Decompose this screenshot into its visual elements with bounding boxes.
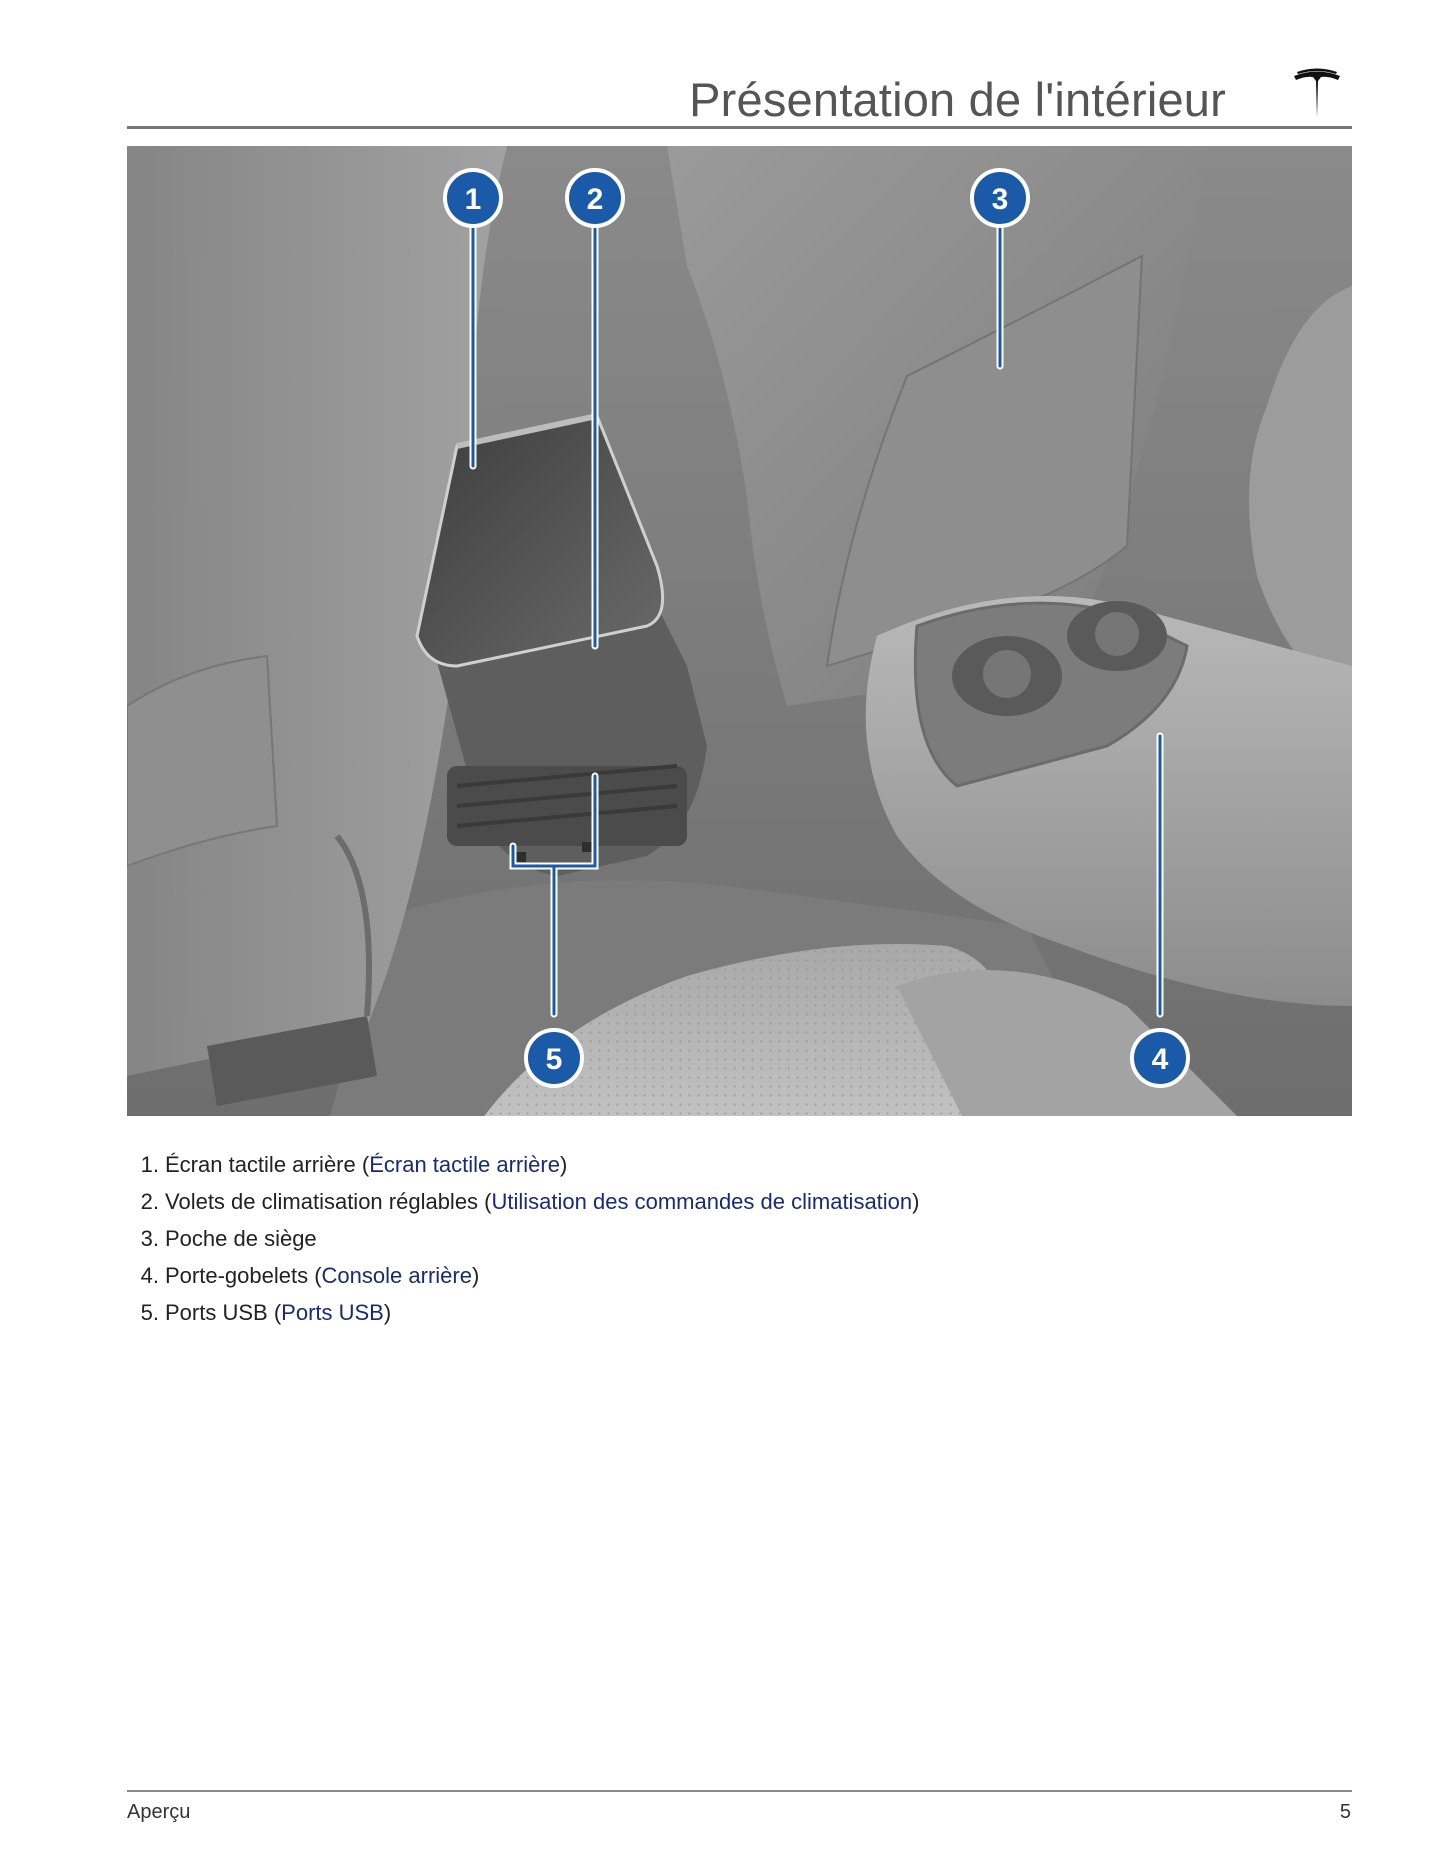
legend-link[interactable]: Console arrière xyxy=(321,1263,472,1288)
legend-link[interactable]: Ports USB xyxy=(281,1300,384,1325)
callout-1 xyxy=(445,170,501,226)
legend-list xyxy=(127,1146,919,1331)
legend-item: 5. Ports USB (Ports USB) xyxy=(127,1294,919,1331)
legend-label: Ports USB xyxy=(165,1300,268,1325)
callout-2-label: 2 xyxy=(586,183,604,216)
callout-1-label: 1 xyxy=(464,183,482,216)
tesla-logo-icon xyxy=(1290,68,1344,120)
legend-number: 1. xyxy=(140,1152,159,1177)
legend-number: 3. xyxy=(140,1226,159,1251)
interior-figure xyxy=(127,146,1352,1116)
legend-label: Écran tactile arrière xyxy=(165,1152,356,1177)
legend-number: 4. xyxy=(140,1263,159,1288)
legend-item: 1. Écran tactile arrière (Écran tactile arrière) xyxy=(127,1146,919,1183)
callout-4 xyxy=(1132,1030,1188,1086)
legend-item xyxy=(127,1220,919,1257)
callout-3-label: 3 xyxy=(991,183,1009,216)
legend-number: 2. xyxy=(140,1189,159,1214)
callout-2 xyxy=(567,170,623,226)
legend-number: 5. xyxy=(140,1300,159,1325)
callout-5-label: 5 xyxy=(545,1043,563,1076)
legend-item: 4. Porte-gobelets (Console arrière) xyxy=(127,1257,919,1294)
header-divider xyxy=(127,126,1352,129)
legend-label: Porte-gobelets xyxy=(165,1263,309,1288)
legend-label: Poche de siège xyxy=(165,1226,317,1251)
callout-4-label: 4 xyxy=(1151,1043,1169,1076)
footer-divider xyxy=(127,1790,1352,1792)
legend-link[interactable]: Écran tactile arrière xyxy=(369,1152,560,1177)
legend-label: Volets de climatisation réglables xyxy=(165,1189,479,1214)
footer-section: Aperçu xyxy=(127,1801,191,1823)
page-number: 5 xyxy=(1339,1801,1351,1823)
page-title: Présentation de l'intérieur xyxy=(689,73,1226,126)
legend-link[interactable]: Utilisation des commandes de climatisation xyxy=(491,1189,913,1214)
callout-3 xyxy=(972,170,1028,226)
rear-interior-illustration xyxy=(127,146,1352,1116)
legend-item: 2. Volets de climatisation réglables (Utilisation des commandes de climatisation) xyxy=(127,1183,919,1220)
callout-5 xyxy=(526,1030,582,1086)
